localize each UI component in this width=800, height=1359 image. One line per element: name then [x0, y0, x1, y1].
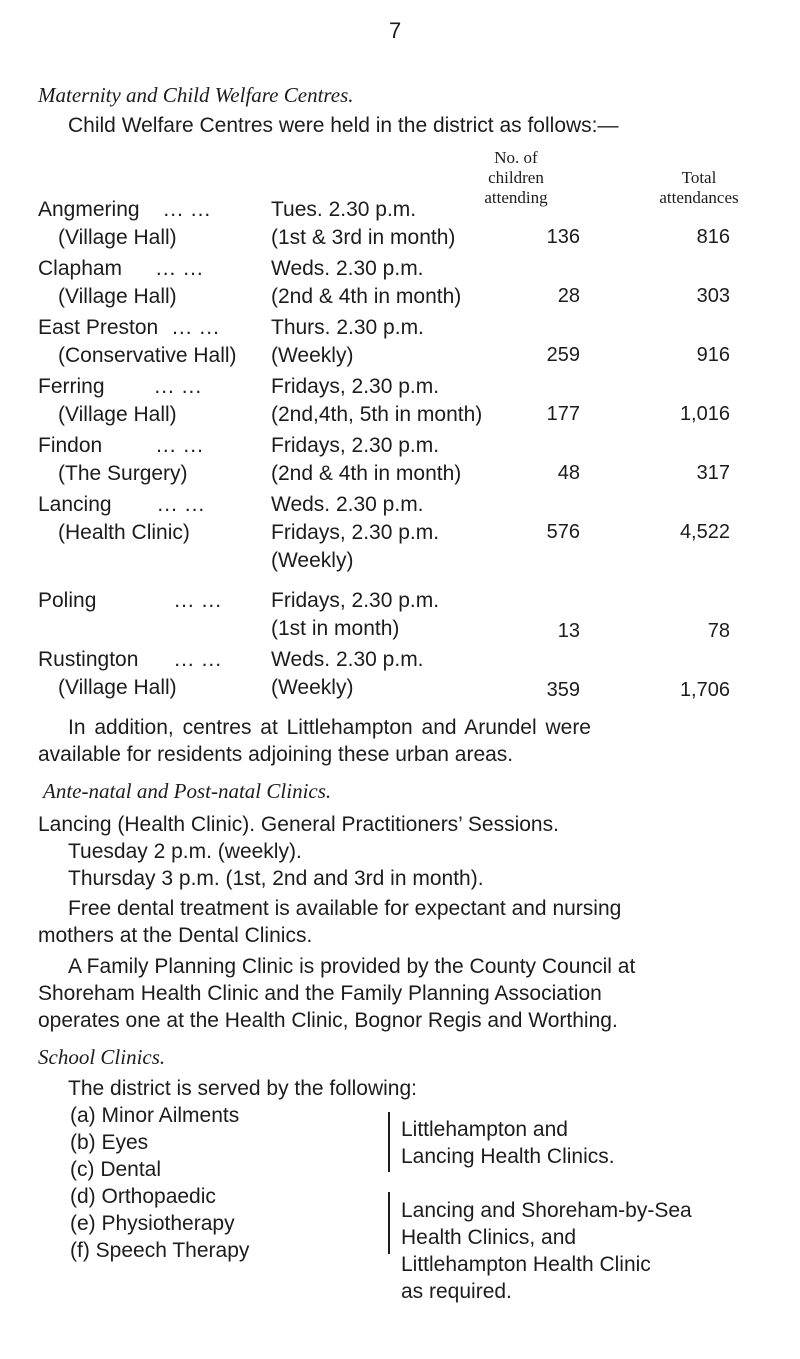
centre-place: (Health Clinic) [58, 521, 190, 544]
centre-frequency: (2nd & 4th in month) [271, 285, 462, 308]
total-attendances: 78 [707, 620, 730, 642]
clinic-item: (f) Speech Therapy [70, 1239, 250, 1262]
column-header-total-line: attendances [659, 188, 739, 207]
clinic-item: (d) Orthopaedic [70, 1185, 216, 1208]
column-header-total [634, 168, 764, 208]
column-header-children [446, 148, 586, 208]
children-count: 576 [546, 521, 580, 543]
clinic-item: (c) Dental [70, 1158, 162, 1181]
centre-name: Ferring ... ... [38, 375, 203, 398]
family-planning-text-2: Shoreham Health Clinic and the Family Planning Association [38, 982, 602, 1005]
centre-name: Poling ... ... [38, 589, 223, 612]
centre-name: Findon ... ... [38, 434, 204, 457]
children-count: 28 [557, 285, 580, 307]
school-clinics-intro: The district is served by the following: [68, 1077, 417, 1100]
section-heading-maternity: Maternity and Child Welfare Centres. [38, 83, 354, 107]
centre-time: Fridays, 2.30 p.m. [271, 434, 440, 457]
clinic-location: Littlehampton Health Clinic [401, 1253, 651, 1276]
clinic-item: (b) Eyes [70, 1131, 149, 1154]
centre-time: Tues. 2.30 p.m. [271, 198, 417, 221]
column-header-children-line: children [488, 168, 544, 187]
centre-time: Weds. 2.30 p.m. [271, 648, 424, 671]
centre-place: (Village Hall) [58, 676, 177, 699]
thursday-session: Thursday 3 p.m. (1st, 2nd and 3rd in month). [68, 867, 484, 890]
family-planning-text-3: operates one at the Health Clinic, Bognor Regis and Worthing. [38, 1009, 618, 1032]
centre-name: Rustington ... ... [38, 648, 223, 671]
centre-frequency: (Weekly) [271, 344, 354, 367]
clinic-item: (e) Physiotherapy [70, 1212, 235, 1235]
total-attendances: 916 [696, 344, 730, 366]
clinic-location: Lancing and Shoreham-by-Sea [401, 1199, 692, 1222]
centre-time: Weds. 2.30 p.m. [271, 493, 424, 516]
centre-name: Angmering ... ... [38, 198, 212, 221]
clinic-location: as required. [401, 1280, 512, 1303]
centre-frequency: (1st & 3rd in month) [271, 226, 456, 249]
children-count: 136 [546, 226, 580, 248]
column-header-children-line: attending [484, 188, 548, 207]
centre-frequency: (2nd & 4th in month) [271, 462, 462, 485]
centre-time: Thurs. 2.30 p.m. [271, 316, 424, 339]
centre-name: Clapham ... ... [38, 257, 204, 280]
dental-text-cont: mothers at the Dental Clinics. [38, 924, 313, 947]
total-attendances: 1,706 [679, 679, 730, 701]
clinic-location: Lancing Health Clinics. [401, 1145, 615, 1168]
page-number: 7 [389, 18, 402, 43]
clinic-location: Littlehampton and [401, 1118, 568, 1141]
centre-time-second: Fridays, 2.30 p.m. [271, 521, 440, 544]
centre-place: (Village Hall) [58, 403, 177, 426]
children-count: 48 [557, 462, 580, 484]
family-planning-text: A Family Planning Clinic is provided by the County Council at [68, 955, 636, 978]
centre-place: (The Surgery) [58, 462, 188, 485]
total-attendances: 816 [696, 226, 730, 248]
centre-time: Fridays, 2.30 p.m. [271, 589, 440, 612]
dental-text: Free dental treatment is available for expectant and nursing [68, 897, 622, 920]
centre-place: (Village Hall) [58, 285, 177, 308]
centre-frequency: (2nd,4th, 5th in month) [271, 403, 483, 426]
column-header-total-line: Total [681, 168, 717, 187]
children-count: 359 [546, 679, 580, 701]
centre-time: Weds. 2.30 p.m. [271, 257, 424, 280]
centre-place: (Conservative Hall) [58, 344, 237, 367]
centre-time: Fridays, 2.30 p.m. [271, 375, 440, 398]
intro-text: Child Welfare Centres were held in the district as follows:— [68, 114, 619, 137]
addition-text-cont: available for residents adjoining these urban areas. [38, 743, 514, 766]
section-heading-school-clinics: School Clinics. [38, 1045, 166, 1069]
total-attendances: 4,522 [679, 521, 730, 543]
lancing-clinic-line: Lancing (Health Clinic). General Practitioners’ Sessions. [38, 813, 559, 836]
centre-name: East Preston ... ... [38, 316, 220, 339]
centre-name: Lancing ... ... [38, 493, 206, 516]
total-attendances: 1,016 [679, 403, 730, 425]
clinic-location: Health Clinics, and [401, 1226, 577, 1249]
centre-frequency: (Weekly) [271, 676, 354, 699]
children-count: 259 [546, 344, 580, 366]
total-attendances: 317 [696, 462, 730, 484]
clinic-item: (a) Minor Ailments [70, 1104, 240, 1127]
total-attendances: 303 [696, 285, 730, 307]
bracket-group-2 [388, 1192, 390, 1254]
column-header-children-line: No. of [494, 148, 538, 167]
bracket-group-1 [388, 1112, 390, 1172]
children-count: 13 [557, 620, 580, 642]
children-count: 177 [546, 403, 580, 425]
centre-frequency: (1st in month) [271, 617, 400, 640]
centre-frequency: (Weekly) [271, 549, 354, 572]
addition-text: In addition, centres at Littlehampton and Arundel were [68, 716, 591, 739]
tuesday-session: Tuesday 2 p.m. (weekly). [68, 840, 302, 863]
section-heading-antenatal: Ante-natal and Post-natal Clinics. [43, 779, 332, 803]
centre-place: (Village Hall) [58, 226, 177, 249]
